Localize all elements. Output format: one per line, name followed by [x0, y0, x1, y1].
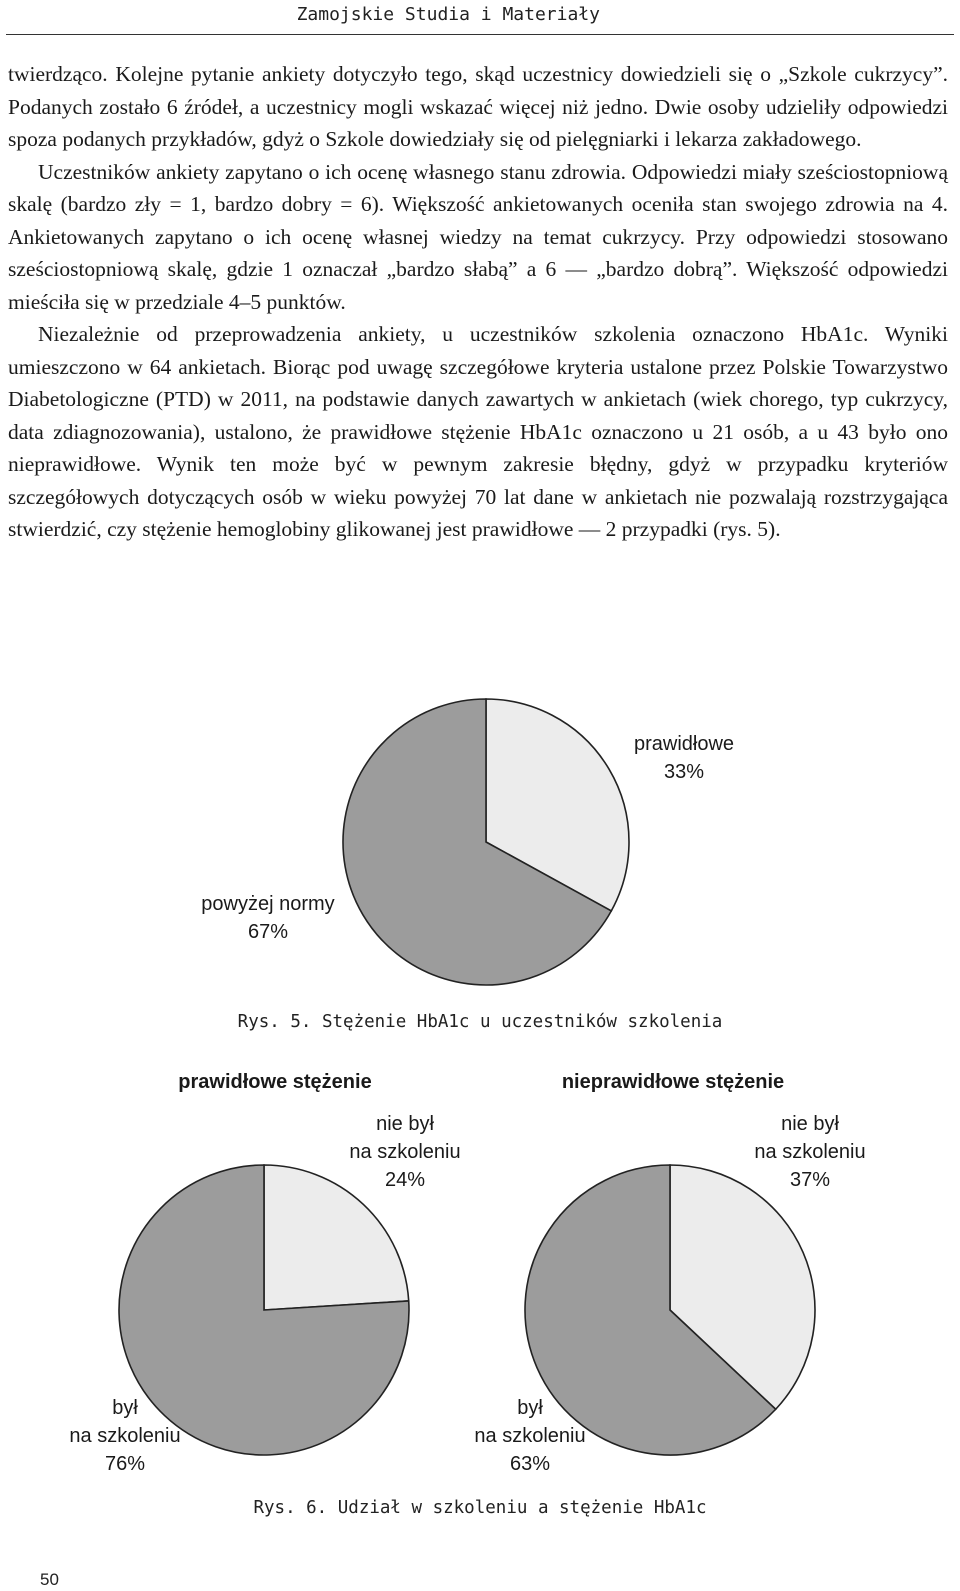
figure-6-caption: Rys. 6. Udział w szkoleniu a stężenie HbA1c	[253, 1498, 707, 1518]
figure-5-pie-chart	[0, 680, 960, 1010]
chart-title: nieprawidłowe stężenie	[561, 1071, 785, 1093]
slice-label: nie był na szkoleniu 24%	[349, 1113, 461, 1191]
slice-label: powyżej normy 67%	[201, 893, 335, 943]
paragraph: Uczestników ankiety zapytano o ich ocenę własnego stanu zdrowia. Odpowiedzi miały sześciostopniową skalę (bardzo zły = 1, bardzo dobry = 6). Większość ankietowanych oceniła stan swojego zdrowia na 4. Ankietowanych zapytano o ich ocenę własnej wiedzy na temat cukrzycy. Przy odpowiedzi stosowano sześciostopniową skalę, gdzie 1 oznaczał „bardzo słabą” a 6 — „bardzo dobrą”. Większość odpowiedzi mieściła się w przedziale 4–5 punktów.	[8, 159, 948, 314]
figure-6-pie-charts	[0, 1062, 960, 1492]
header-rule	[6, 34, 954, 35]
paragraph: Niezależnie od przeprowadzenia ankiety, u uczestników szkolenia oznaczono HbA1c. Wyniki umieszczono w 64 ankietach. Biorąc pod uwagę szczegółowe kryteria ustalone przez Polskie Towarzystwo Diabetologiczne (PTD) w 2011, na podstawie danych zawartych w ankietach (wiek chorego, typ cukrzycy, data zdiagnozowania), ustalono, że prawidłowe stężenie HbA1c oznaczono u 21 osób, a u 43 było ono nieprawidłowe. Wynik ten może być w pewnym zakresie błędny, gdyż w przypadku kryteriów szczegółowych dotyczących osób w wieku powyżej 70 lat dane w ankietach nie pozwalają rozstrzygająca stwierdzić, czy stężenie hemoglobiny glikowanej jest prawidłowe — 2 przypadki (rys. 5).	[8, 322, 948, 541]
chart-title: prawidłowe stężenie	[178, 1071, 372, 1093]
slice-label: prawidłowe 33%	[633, 733, 735, 783]
body-text	[8, 58, 948, 546]
slice-label: nie był na szkoleniu 37%	[754, 1113, 866, 1191]
slice-label: był na szkoleniu 76%	[69, 1397, 181, 1475]
slice-label: był na szkoleniu 63%	[474, 1397, 586, 1475]
figure-5-caption: Rys. 5. Stężenie HbA1c u uczestników szkolenia	[237, 1012, 723, 1032]
paragraph: twierdząco. Kolejne pytanie ankiety dotyczyło tego, skąd uczestnicy dowiedzieli się o „Szkole cukrzycy”. Podanych zostało 6 źródeł, a uczestnicy mogli wskazać więcej niż jedno. Dwie osoby udzieliły odpowiedzi spoza podanych przykładów, gdyż o Szkole dowiedziały się od pielęgniarki i lekarza zakładowego.	[8, 62, 948, 151]
page-number: 50	[40, 1570, 59, 1589]
running-title: Zamojskie Studia i Materiały	[296, 4, 600, 25]
